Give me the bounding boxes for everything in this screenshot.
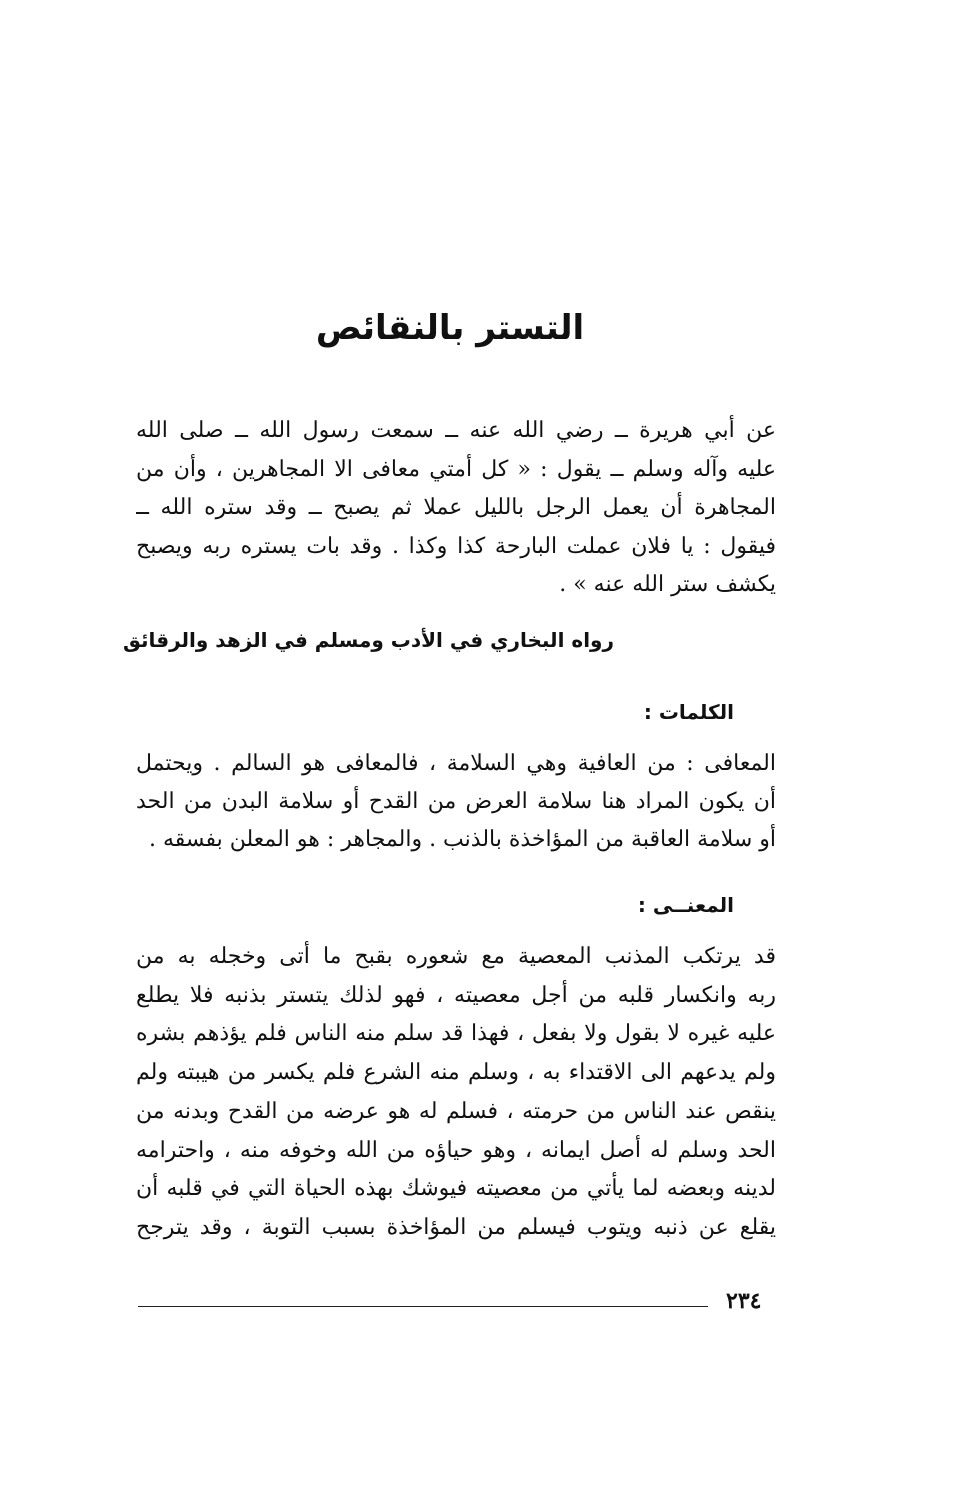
meaning-line: عليه غيره لا بقول ولا بفعل ، فهذا قد سلم منه الناس فلم يؤذهم بشره [136,1021,776,1047]
meaning-line: ربه وانكسار قلبه من أجل معصيته ، فهو لذلك يتستر بذنبه فلا يطلع [136,982,776,1008]
words-heading: الكلمات : [643,700,734,724]
meaning-line: يقلع عن ذنبه ويتوب فيسلم من المؤاخذة بسبب التوبة ، وقد يترجح [136,1214,776,1240]
words-line: المعافى : من العافية وهي السلامة ، فالمعافى هو السالم . ويحتمل [136,751,776,776]
hadith-source: رواه البخاري في الأدب ومسلم في الزهد والرقائق [122,628,614,652]
words-line: أن يكون المراد هنا سلامة العرض من القدح أو سلامة البدن من الحد [136,789,776,814]
meaning-heading: المعنــى : [637,893,734,917]
footer-rule [138,1306,708,1307]
words-line: أو سلامة العاقبة من المؤاخذة بالذنب . والمجاهر : هو المعلن بفسقه . [148,827,776,852]
meaning-explanation [136,938,776,1248]
meaning-line: الحد وسلم له أصل ايمانه ، وهو حياؤه من الله وخوفه منه ، واحترامه [136,1137,776,1163]
hadith-line: فيقول : يا فلان عملت البارحة كذا وكذا . وقد بات يستره ربه ويصبح [136,533,776,559]
meaning-line: قد يرتكب المذنب المعصية مع شعوره بقبح ما أتى وخجله به من [136,944,776,969]
meaning-line: ولم يدعهم الى الاقتداء به ، وسلم منه الشرع فلم يكسر من هيبته ولم [136,1060,776,1086]
meaning-line: لدينه وبعضه لما يأتي من معصيته فيوشك بهذه الحياة التي في قلبه أن [136,1176,776,1202]
hadith-text [136,412,776,605]
meaning-line: ينقص عند الناس من حرمته ، فسلم له هو عرضه من القدح وبدنه من [136,1098,776,1124]
page-number: ٢٣٤ [726,1288,762,1314]
chapter-title: التستر بالنقائص [315,308,585,348]
hadith-line: المجاهرة أن يعمل الرجل بالليل عملا ثم يصبح ــ وقد ستره الله ــ [136,495,776,520]
words-explanation [136,745,776,859]
hadith-line: عن أبي هريرة ــ رضي الله عنه ــ سمعت رسول الله ــ صلى الله [136,418,776,443]
hadith-line: عليه وآله وسلم ــ يقول : « كل أمتي معافى الا المجاهرين ، وأن من [136,456,776,482]
hadith-line: يكشف ستر الله عنه » . [559,572,776,597]
